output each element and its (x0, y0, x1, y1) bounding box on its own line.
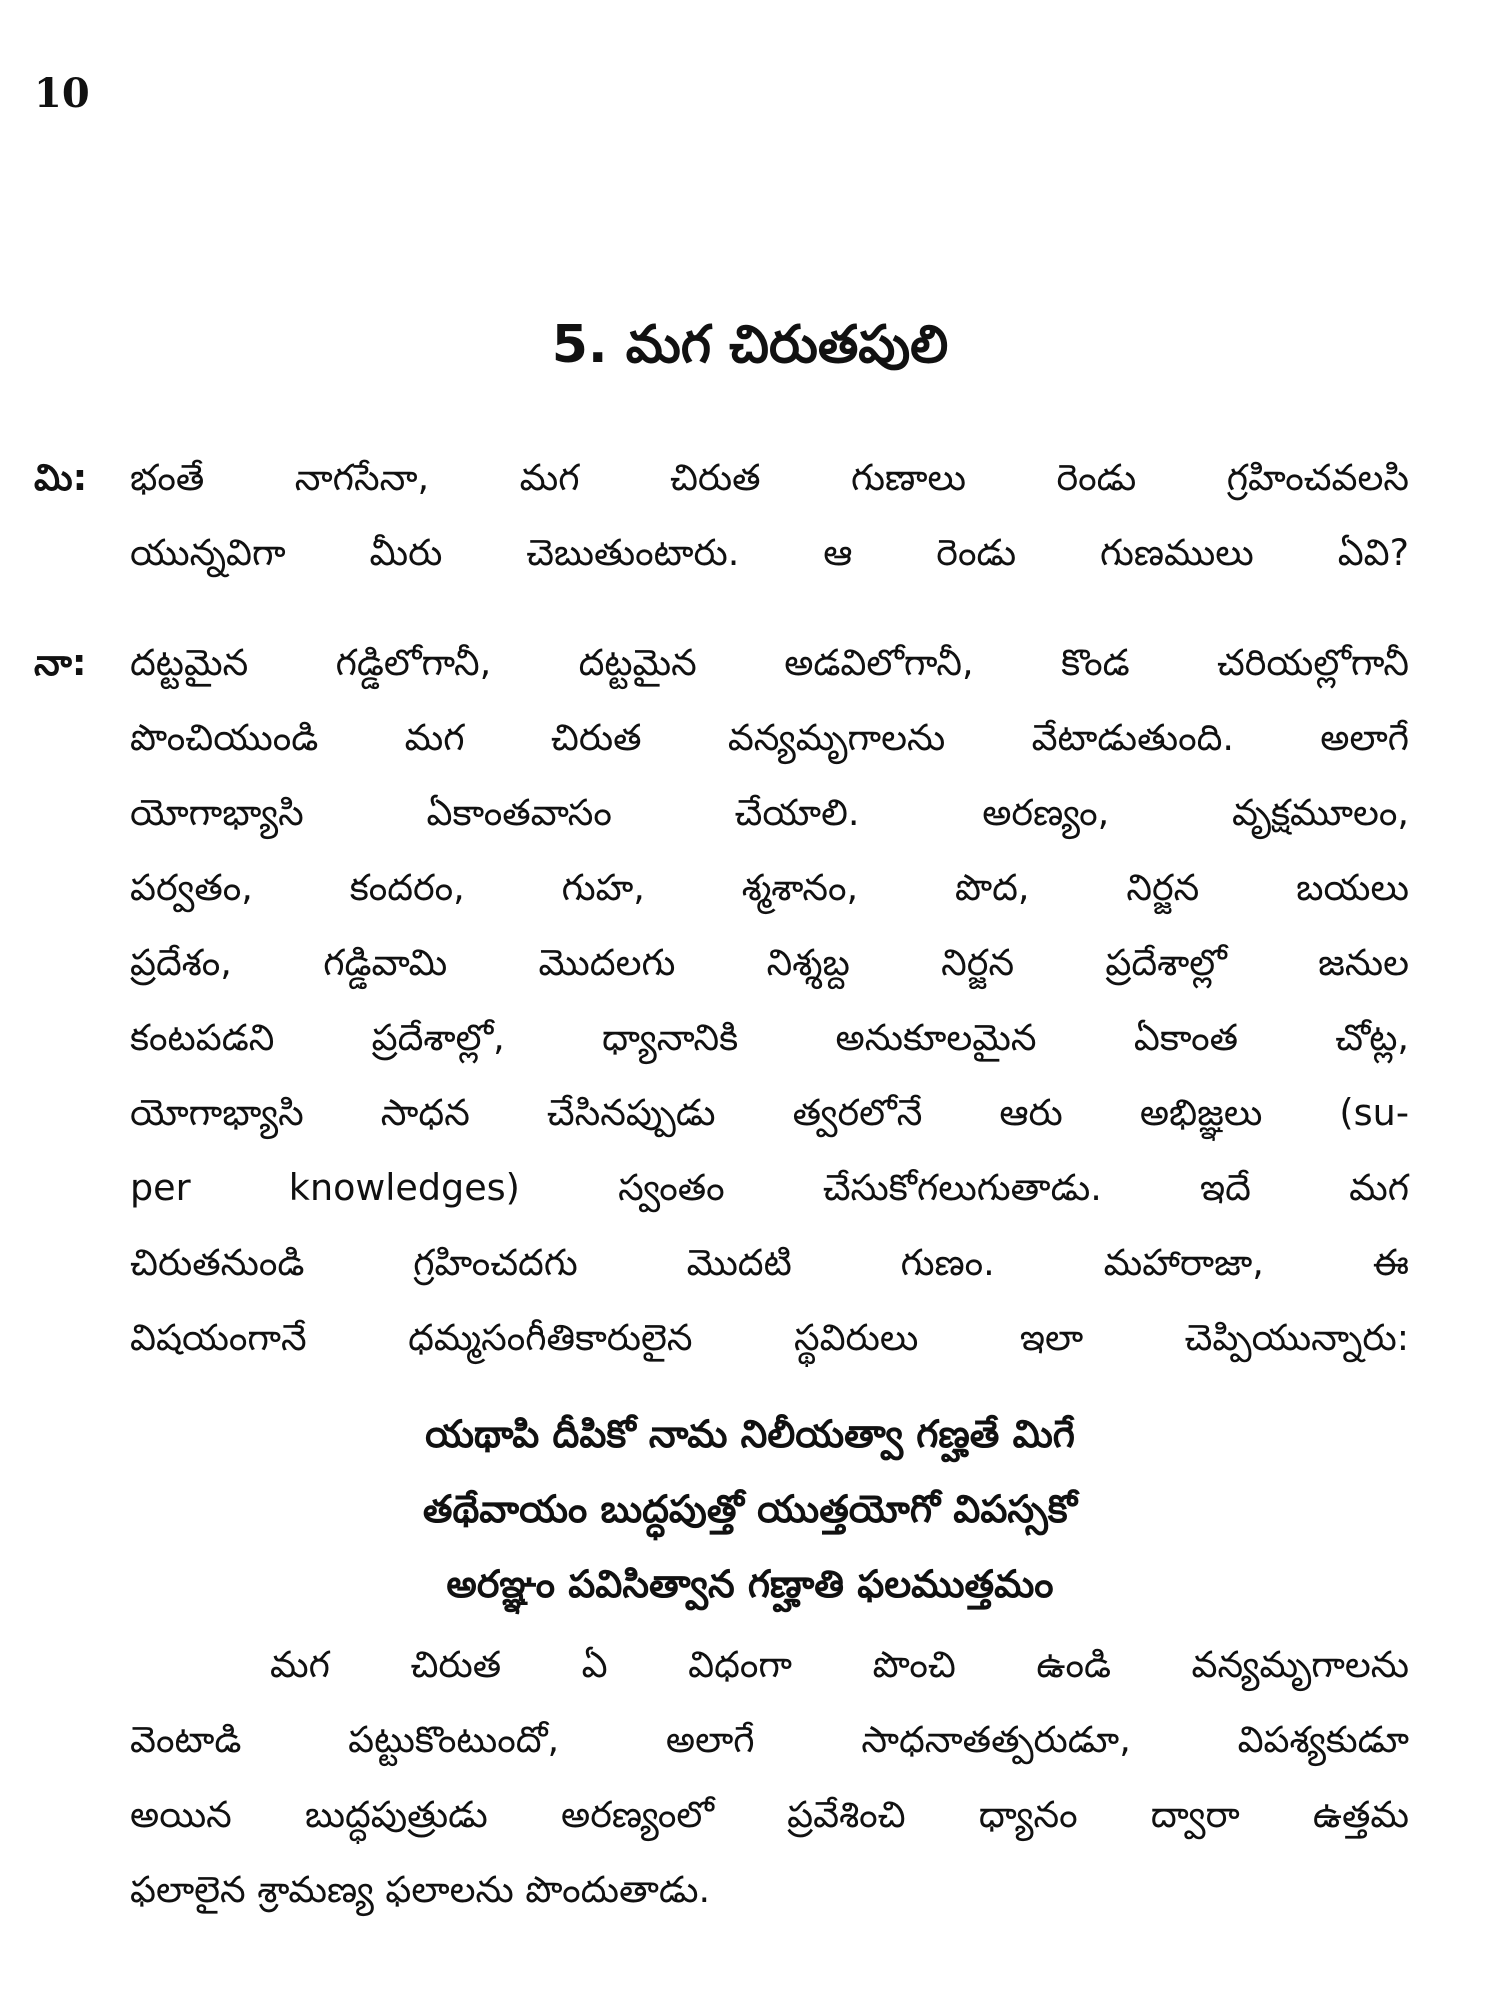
speaker-label: మి: (34, 456, 88, 499)
verse-line: అరఞ్ఞం పవిసిత్వాన గణ్హాతి ఫలముత్తమం (446, 1562, 1054, 1606)
speech-text (130, 625, 1409, 1375)
text-line: చిరుతనుండి గ్రహించదగు మొదటి గుణం. మహారాజా, ఈ (130, 1241, 1409, 1284)
chapter-title: 5. మగ చిరుతపులి (551, 315, 949, 375)
text-line: విషయంగానే ధమ్మసంగీతికారులైన స్థవిరులు ఇలా చెప్పియున్నారు: (130, 1316, 1409, 1359)
text-line: మగ చిరుత ఏ విధంగా పొంచి ఉండి వన్యమృగాలను (270, 1643, 1409, 1686)
text-line: కంటపడని ప్రదేశాల్లో, ధ్యానానికి అనుకూలమైన ఏకాంత చోట్ల, (130, 1016, 1409, 1059)
text-line: వెంటాడి పట్టుకొంటుందో, అలాగే సాధనాతత్పరుడూ, విపశ్యకుడూ (130, 1718, 1409, 1761)
text-line: ప్రదేశం, గడ్డివామి మొదలగు నిశ్శబ్ద నిర్జన ప్రదేశాల్లో జనుల (130, 941, 1409, 984)
text-line: యున్నవిగా మీరు చెబుతుంటారు. ఆ రెండు గుణములు ఏవి? (130, 531, 1409, 574)
text-line: per knowledges) స్వంతం చేసుకోగలుగుతాడు. ఇదే మగ (130, 1166, 1409, 1209)
dialogue-king-question (34, 440, 1409, 590)
text-line: యోగాభ్యాసి ఏకాంతవాసం చేయాలి. అరణ్యం, వృక్షమూలం, (130, 791, 1409, 834)
pali-verse (0, 1397, 1500, 1622)
dialogue-nagasena-answer (34, 625, 1409, 1375)
page-number: 10 (34, 70, 90, 117)
text-line: అయిన బుద్ధపుత్రుడు అరణ్యంలో ప్రవేశించి ధ్యానం ద్వారా ఉత్తమ (130, 1793, 1409, 1836)
text-line: పర్వతం, కందరం, గుహ, శ్మశానం, పొద, నిర్జన బయలు (130, 866, 1409, 909)
text-line: ఫలాలైన శ్రామణ్య ఫలాలను పొందుతాడు. (130, 1868, 711, 1911)
text-line: భంతే నాగసేనా, మగ చిరుత గుణాలు రెండు గ్రహించవలసి (130, 456, 1409, 499)
text-line: పొంచియుండి మగ చిరుత వన్యమృగాలను వేటాడుతుంది. అలాగే (130, 716, 1409, 759)
text-line: యోగాభ్యాసి సాధన చేసినప్పుడు త్వరలోనే ఆరు అభిజ్ఞలు (su- (130, 1091, 1409, 1134)
verse-line: తథేవాయం బుద్ధపుత్తో యుత్తయోగో విపస్సకో (422, 1487, 1078, 1531)
closing-paragraph (130, 1627, 1409, 1927)
text-line: దట్టమైన గడ్డిలోగానీ, దట్టమైన అడవిలోగానీ, కొండ చరియల్లోగానీ (130, 641, 1409, 684)
verse-line: యథాపి దీపికో నామ నిలీయత్వా గణ్హతే మిగే (425, 1412, 1075, 1456)
speaker-label: నా: (34, 641, 87, 684)
speech-text (130, 440, 1409, 590)
